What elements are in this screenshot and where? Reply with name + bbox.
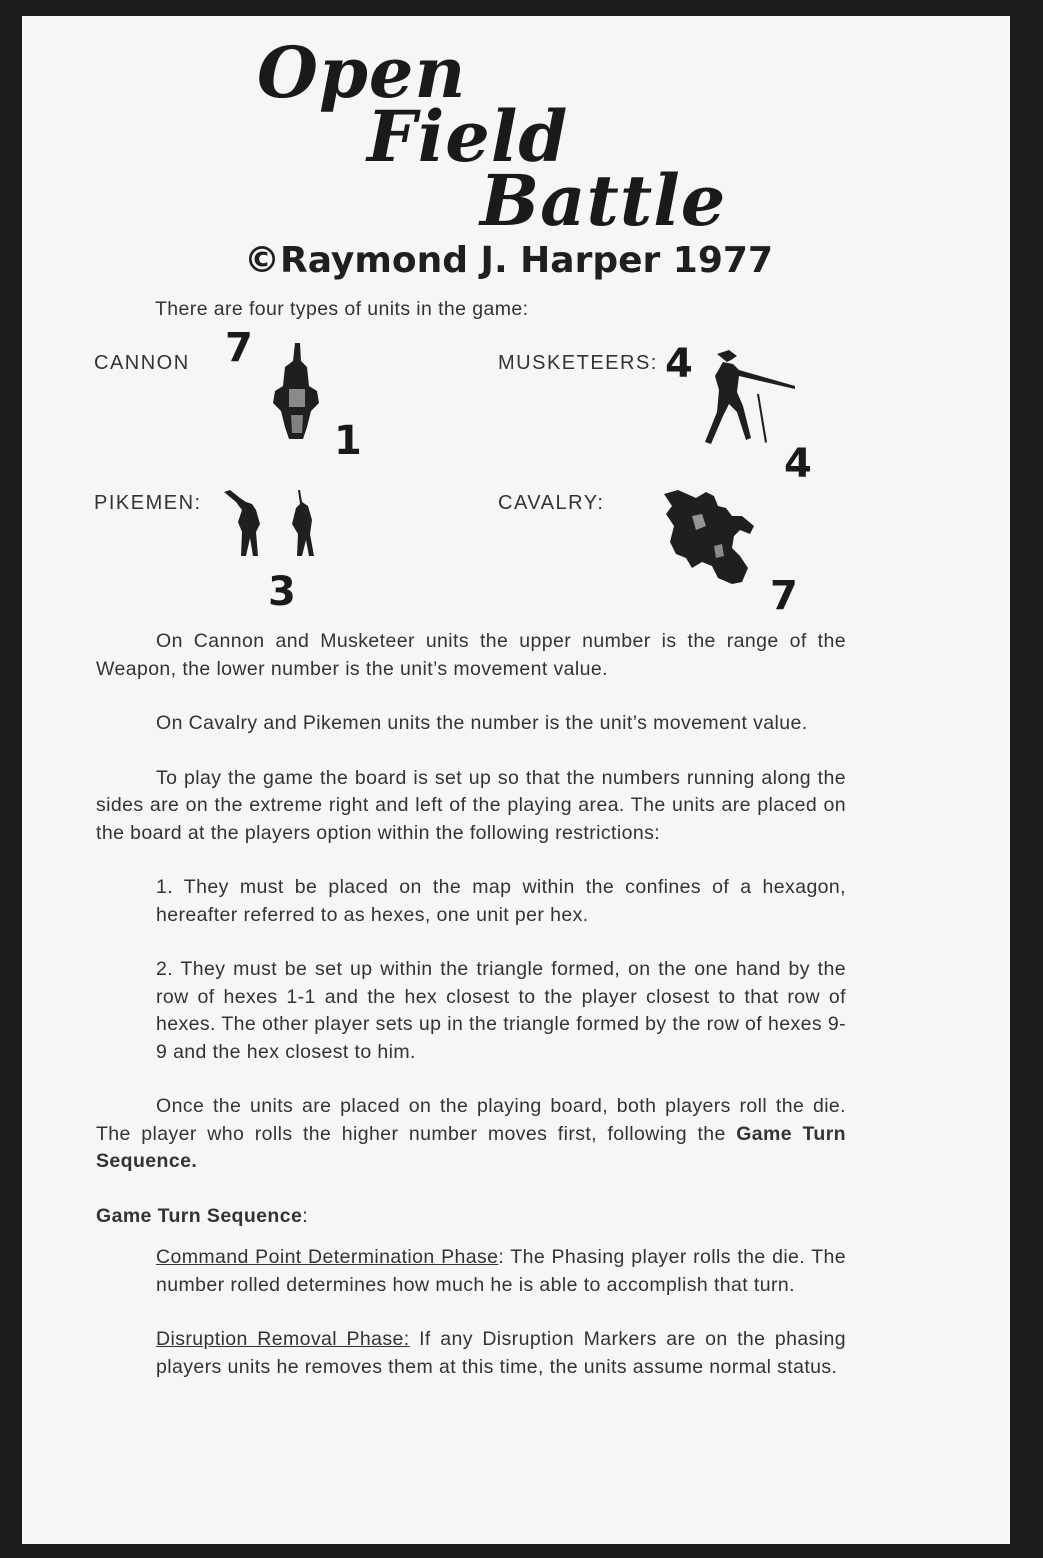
- paragraph-movement-value: On Cavalry and Pikemen units the number is the unit’s movement value.: [156, 712, 808, 734]
- musketeers-label: MUSKETEERS:: [498, 352, 658, 374]
- document-page: [22, 16, 1010, 1544]
- cannon-range: 7: [225, 325, 253, 371]
- restriction-2: 2. They must be set up within the triangle formed, on the one hand by the row of hexes 1-1 and the hex closest to the player closest to that row of hexes. The other player sets up in the triangle formed by the row of hexes 9-9 and the hex closest to him.: [156, 958, 846, 1063]
- sequence-heading-text: Game Turn Sequence: [96, 1204, 303, 1227]
- phase-command-point-name: Command Point Determination Phase: [156, 1246, 499, 1268]
- pikemen-icon: [222, 488, 322, 563]
- cavalry-label: CAVALRY:: [498, 492, 605, 514]
- title-battle: Battle: [480, 159, 727, 242]
- phase-disruption-removal-name: Disruption Removal Phase:: [156, 1328, 410, 1350]
- musketeer-icon: [697, 346, 802, 451]
- paragraph-setup: To play the game the board is set up so that the numbers running along the sides are on the extreme right and left of the playing area. The units are placed on the board at the players option within the following restrictions:: [96, 766, 846, 844]
- body-content: [96, 628, 846, 1381]
- sequence-heading-colon: :: [302, 1204, 309, 1227]
- pikemen-movement: 3: [268, 569, 296, 615]
- musketeers-movement: 4: [784, 441, 812, 487]
- paragraph-weapon-range: On Cannon and Musketeer units the upper number is the range of the Weapon, the lower number is the unit’s movement value.: [96, 630, 846, 680]
- phase-disruption-removal: [156, 1326, 846, 1381]
- cavalry-movement: 7: [770, 573, 798, 619]
- cavalry-icon: [662, 486, 762, 586]
- paragraph-first-move: [96, 1093, 846, 1176]
- pikemen-label: PIKEMEN:: [94, 492, 202, 514]
- cannon-movement: 1: [334, 418, 362, 464]
- sequence-heading: [96, 1203, 846, 1231]
- cannon-icon: [267, 341, 327, 446]
- phase-command-point: [156, 1244, 846, 1299]
- phase-command-point-text: The Phasing player rolls the die. The number rolled determines how much he is able to accomplish that turn.: [156, 1246, 846, 1296]
- restriction-1: 1. They must be placed on the map within the confines of a hexagon, hereafter referred to as hexes, one unit per hex.: [156, 876, 846, 926]
- phase-command-point-sep: :: [498, 1246, 505, 1268]
- title-field: Field: [367, 95, 569, 178]
- title-open: Open: [257, 31, 467, 114]
- byline: ©Raymond J. Harper 1977: [244, 240, 773, 281]
- cannon-label: CANNON: [94, 352, 190, 374]
- first-move-text: Once the units are placed on the playing board, both players roll the die. The player who rolls the higher number moves first, following the: [96, 1095, 846, 1145]
- first-move-sequence-ref: Game Turn Sequence.: [96, 1122, 846, 1172]
- musketeers-range: 4: [665, 341, 693, 387]
- phase-disruption-removal-text: If any Disruption Markers are on the phasing players units he removes them at this time, the units assume normal status.: [156, 1328, 846, 1378]
- intro-text: There are four types of units in the game:: [155, 298, 529, 320]
